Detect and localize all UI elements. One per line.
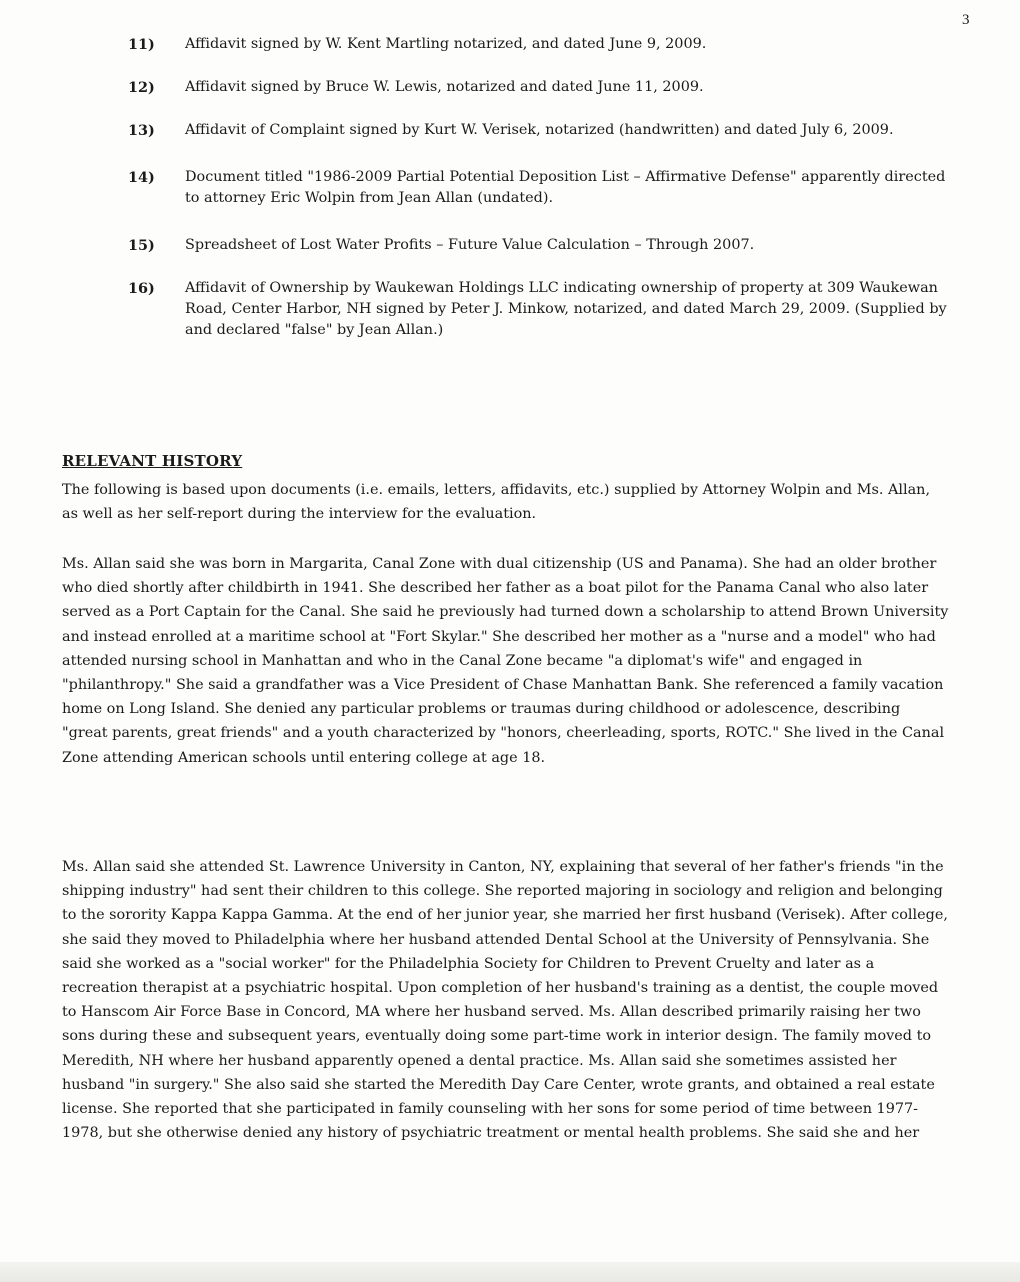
exhibit-item [128, 34, 958, 55]
page-bottom-edge [0, 1262, 1020, 1282]
exhibit-item [128, 235, 958, 256]
exhibit-item [128, 120, 958, 141]
exhibit-number: 11) [128, 36, 155, 53]
exhibit-item [128, 278, 958, 341]
exhibit-number: 14) [128, 169, 155, 186]
exhibit-description: Affidavit signed by Bruce W. Lewis, notarized and dated June 11, 2009. [185, 79, 704, 95]
exhibit-number: 15) [128, 237, 155, 254]
exhibit-item [128, 167, 958, 209]
exhibit-number: 12) [128, 79, 155, 96]
exhibit-description: Document titled "1986-2009 Partial Potential Deposition List – Affirmative Defense" apparently directed to attorney Eric Wolpin from Jean Allan (undated). [185, 169, 946, 206]
exhibit-description: Affidavit signed by W. Kent Martling notarized, and dated June 9, 2009. [185, 36, 707, 52]
exhibit-description: Spreadsheet of Lost Water Profits – Future Value Calculation – Through 2007. [185, 237, 755, 253]
exhibit-description: Affidavit of Complaint signed by Kurt W. Verisek, notarized (handwritten) and dated July 6, 2009. [185, 122, 894, 138]
section-heading: RELEVANT HISTORY [62, 452, 243, 470]
page-number: 3 [962, 12, 970, 28]
exhibit-description: Affidavit of Ownership by Waukewan Holdings LLC indicating ownership of property at 309 Waukewan Road, Center Harbor, NH signed by Peter J. Minkow, notarized, and dated March 29, 2009. (Supplied by and declared "false" by Jean Allan.) [185, 280, 947, 338]
exhibit-number: 13) [128, 122, 155, 139]
exhibit-number: 16) [128, 280, 155, 297]
paragraph-education: Ms. Allan said she attended St. Lawrence University in Canton, NY, explaining that several of her father's friends "in the shipping industry" had sent their children to this college. She reported majoring in sociology and religion and belonging to the sorority Kappa Kappa Gamma. At the end of her junior year, she married her first husband (Verisek). After college, she said they moved to Philadelphia where her husband attended Dental School at the University of Pennsylvania. She said she worked as a "social worker" for the Philadelphia Society for Children to Prevent Cruelty and later as a recreation therapist at a psychiatric hospital. Upon completion of her husband's training as a dentist, the couple moved to Hanscom Air Force Base in Concord, MA where her husband served. Ms. Allan described primarily raising her two sons during these and subsequent years, eventually doing some part-time work in interior design. The family moved to Meredith, NH where her husband apparently opened a dental practice. Ms. Allan said she sometimes assisted her husband "in surgery." She also said she started the Meredith Day Care Center, wrote grants, and obtained a real estate license. She reported that she participated in family counseling with her sons for some period of time between 1977-1978, but she otherwise denied any history of psychiatric treatment or mental health problems. She said she and her [62, 859, 948, 1142]
exhibit-list [128, 34, 958, 367]
exhibit-item [128, 77, 958, 98]
paragraph-sources: The following is based upon documents (i.e. emails, letters, affidavits, etc.) supplied by Attorney Wolpin and Ms. Allan, as well as her self-report during the interview for the evaluation. [62, 482, 931, 523]
paragraph-childhood: Ms. Allan said she was born in Margarita, Canal Zone with dual citizenship (US and Panama). She had an older brother who died shortly after childbirth in 1941. She described her father as a boat pilot for the Panama Canal who also later served as a Port Captain for the Canal. She said he previously had turned down a scholarship to attend Brown University and instead enrolled at a maritime school at "Fort Skylar." She described her mother as a "nurse and a model" who had attended nursing school in Manhattan and who in the Canal Zone became "a diplomat's wife" and engaged in "philanthropy." She said a grandfather was a Vice President of Chase Manhattan Bank. She referenced a family vacation home on Long Island. She denied any particular problems or traumas during childhood or adolescence, describing "great parents, great friends" and a youth characterized by "honors, cheerleading, sports, ROTC." She lived in the Canal Zone attending American schools until entering college at age 18. [62, 556, 949, 766]
